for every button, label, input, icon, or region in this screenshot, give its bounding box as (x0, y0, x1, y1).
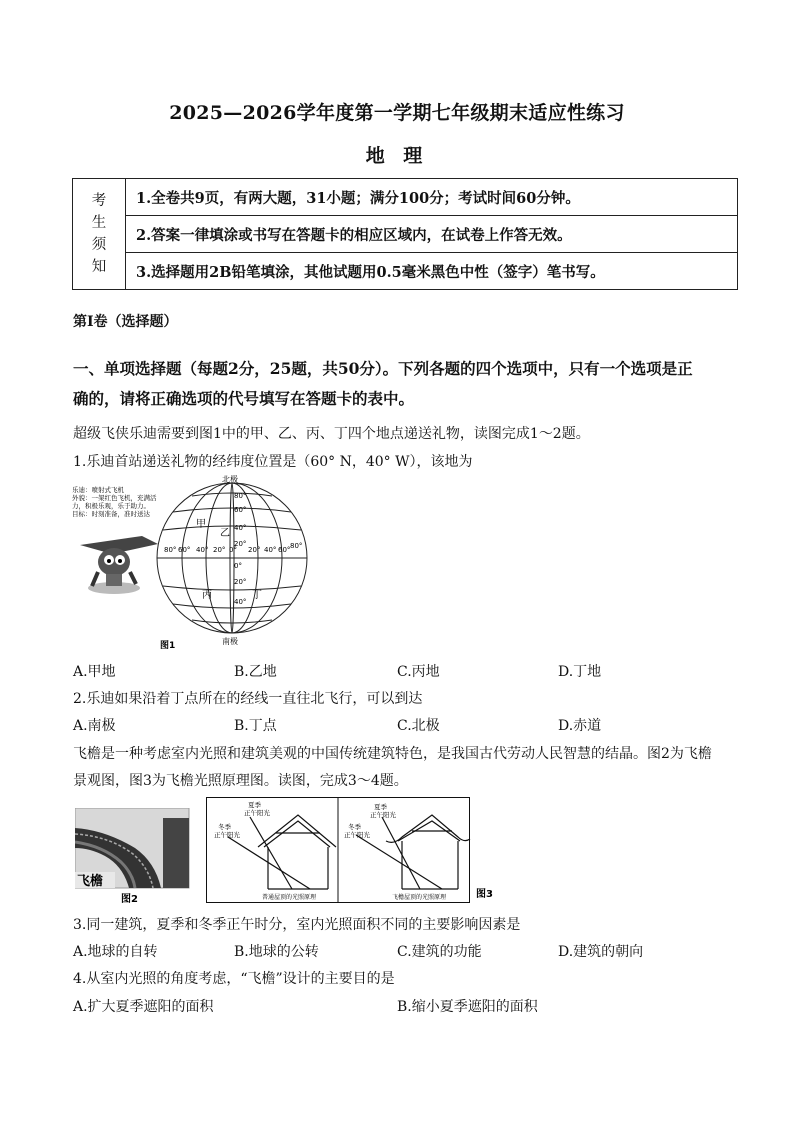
lon-label: 40° (264, 546, 277, 554)
lon-label: 20° (248, 546, 261, 554)
lon-label: 20° (213, 546, 226, 554)
intro-text: 飞檐是一种考虑室内光照和建筑美观的中国传统建筑特色，是我国古代劳动人民智慧的结晶。图2为飞檐 (73, 746, 712, 762)
subcaption: 飞檐屋顶的光照原理 (392, 894, 447, 901)
place-ding: 丁 (252, 590, 262, 601)
lat-label: 80° (234, 492, 247, 500)
option-a[interactable]: A.甲地 (73, 664, 116, 680)
summer-label: 正午阳光 (370, 811, 396, 819)
section-title: 第Ⅰ卷（选择题） (73, 314, 178, 330)
figure-3 (206, 797, 506, 905)
lon-label: 0° (229, 546, 237, 554)
question-stem: 3.同一建筑，夏季和冬季正午时分，室内光照面积不同的主要影响因素是 (73, 917, 521, 933)
winter-label: 冬季 (218, 823, 231, 831)
option-a[interactable]: A.扩大夏季遮阳的面积 (73, 999, 214, 1015)
north-pole-label: 北极 (222, 475, 238, 484)
bio-text: 乐迪：喷射式飞机 (72, 486, 124, 494)
option-b[interactable]: B.缩小夏季遮阳的面积 (397, 999, 538, 1015)
notice-item: 3.选择题用2B铅笔填涂，其他试题用0.5毫米黑色中性（签字）笔书写。 (126, 253, 738, 290)
notice-table (72, 178, 738, 290)
figure-2 (75, 808, 195, 906)
figure-caption: 图1 (160, 641, 176, 651)
lat-label: 20° (234, 540, 247, 548)
section-instruction: 一、单项选择题（每题2分，25题，共50分）。下列各题的四个选项中，只有一个选项是正 (73, 359, 693, 378)
bio-text: 目标：时刻准备，准时送达 (72, 510, 150, 518)
option-c[interactable]: C.建筑的功能 (397, 944, 482, 960)
lon-label: 80° (164, 546, 177, 554)
figure-caption: 图3 (476, 889, 493, 900)
option-d[interactable]: D.建筑的朝向 (558, 944, 644, 960)
question-stem: 2.乐迪如果沿着丁点所在的经线一直往北飞行，可以到达 (73, 691, 423, 707)
intro-text: 超级飞侠乐迪需要到图1中的甲、乙、丙、丁四个地点递送礼物，读图完成1～2题。 (73, 426, 590, 442)
figure-caption: 图2 (121, 894, 138, 905)
notice-label: 考生 须知 (73, 179, 126, 290)
notice-item: 1.全卷共9页，有两大题，31小题；满分100分；考试时间60分钟。 (126, 179, 738, 216)
lat-label: 40° (234, 524, 247, 532)
lat-label: 20° (234, 578, 247, 586)
south-pole-label: 南极 (222, 637, 238, 646)
place-jia: 甲 (196, 519, 206, 530)
bio-text: 外貌：一架红色飞机，充满活 (72, 494, 157, 502)
lon-label: 60° (278, 546, 291, 554)
intro-text: 景观图，图3为飞檐光照原理图。读图，完成3～4题。 (73, 773, 408, 789)
subcaption: 普通屋顶的光照原理 (262, 894, 317, 901)
globe-graticule (157, 483, 307, 633)
subject-title: 地 理 (365, 145, 429, 167)
winter-label: 正午阳光 (344, 831, 370, 839)
option-a[interactable]: A.地球的自转 (73, 944, 158, 960)
place-yi: 乙 (220, 528, 230, 539)
question-stem: 4.从室内光照的角度考虑，“飞檐”设计的主要目的是 (73, 971, 395, 987)
lat-label: 60° (234, 506, 247, 514)
summer-label: 夏季 (374, 803, 387, 811)
lat-label: 0° (234, 562, 242, 570)
bio-text: 力，积极乐观，乐于助力。 (72, 502, 150, 510)
lon-label: 80° (290, 542, 303, 550)
question-stem: 1.乐迪首站递送礼物的经纬度位置是（60° N，40° W），该地为 (73, 454, 473, 470)
option-b[interactable]: B.乙地 (234, 664, 277, 680)
lon-label: 60° (178, 546, 191, 554)
lat-label: 40° (234, 598, 247, 606)
option-d[interactable]: D.丁地 (558, 664, 602, 680)
lon-label: 40° (196, 546, 209, 554)
winter-label: 正午阳光 (214, 831, 240, 839)
figure-2-label: 飞檐 (77, 874, 104, 889)
summer-label: 夏季 (248, 801, 261, 809)
plane-character-icon (80, 536, 158, 594)
summer-label: 正午阳光 (244, 809, 270, 817)
option-b[interactable]: B.丁点 (234, 718, 277, 734)
section-instruction: 确的，请将正确选项的代号填写在答题卡的表中。 (73, 389, 415, 408)
winter-label: 冬季 (348, 823, 361, 831)
figure-1 (72, 470, 312, 655)
place-bing: 丙 (202, 590, 212, 601)
notice-item: 2.答案一律填涂或书写在答题卡的相应区域内，在试卷上作答无效。 (126, 216, 738, 253)
option-b[interactable]: B.地球的公转 (234, 944, 319, 960)
option-c[interactable]: C.北极 (397, 718, 440, 734)
option-c[interactable]: C.丙地 (397, 664, 440, 680)
option-a[interactable]: A.南极 (73, 718, 116, 734)
page-title: 2025—2026学年度第一学期七年级期末适应性练习 (169, 102, 625, 124)
option-d[interactable]: D.赤道 (558, 718, 602, 734)
